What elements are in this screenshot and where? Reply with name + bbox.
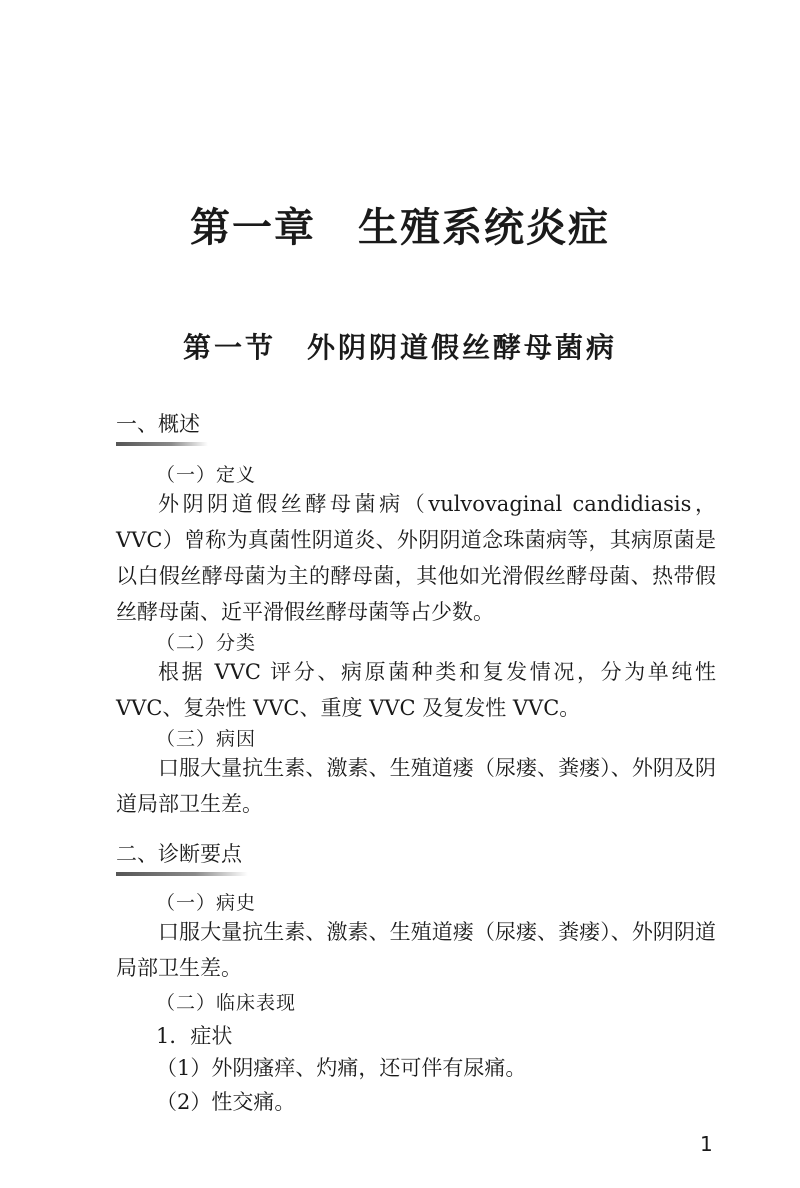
chapter-title: 第一章 生殖系统炎症 xyxy=(190,204,610,251)
paragraph-etiology: 口服大量抗生素、激素、生殖道瘘（尿瘘、粪瘘）、外阴及阴道局部卫生差。 xyxy=(116,756,716,816)
paragraph-classification: 根据 VVC 评分、病原菌种类和复发情况，分为单纯性 VVC、复杂性 VVC、重度 VVC 及复发性 VVC。 xyxy=(116,660,716,720)
subheading-history: （一）病史 xyxy=(156,892,257,914)
heading-overview-label: 一、概述 xyxy=(116,412,200,436)
paragraph-history: 口服大量抗生素、激素、生殖道瘘（尿瘘、粪瘘）、外阴阴道局部卫生差。 xyxy=(116,920,716,980)
page-number: 1 xyxy=(700,1132,713,1156)
list-item: （2）性交痛。 xyxy=(156,1090,296,1114)
heading-underline xyxy=(116,872,248,876)
paragraph-definition: 外阴阴道假丝酵母菌病（vulvovaginal candidiasis，VVC）曾称为真菌性阴道炎、外阴阴道念珠菌病等，其病原菌是以白假丝酵母菌为主的酵母菌，其他如光滑假丝酵母菌、热带假丝酵母菌、近平滑假丝酵母菌等占少数。 xyxy=(116,492,716,624)
heading-underline xyxy=(116,442,208,446)
subheading-clinical: （二）临床表现 xyxy=(156,992,297,1014)
heading-diagnosis xyxy=(116,838,242,872)
heading-overview xyxy=(116,408,200,442)
subheading-classification: （二）分类 xyxy=(156,632,257,654)
subheading-etiology: （三）病因 xyxy=(156,728,257,750)
list-item: （1）外阴瘙痒、灼痛，还可伴有尿痛。 xyxy=(156,1056,527,1080)
section-title: 第一节 外阴阴道假丝酵母菌病 xyxy=(182,331,617,364)
symptoms-heading: 1．症状 xyxy=(156,1024,233,1048)
heading-diagnosis-label: 二、诊断要点 xyxy=(116,842,242,866)
subheading-definition: （一）定义 xyxy=(156,464,257,486)
